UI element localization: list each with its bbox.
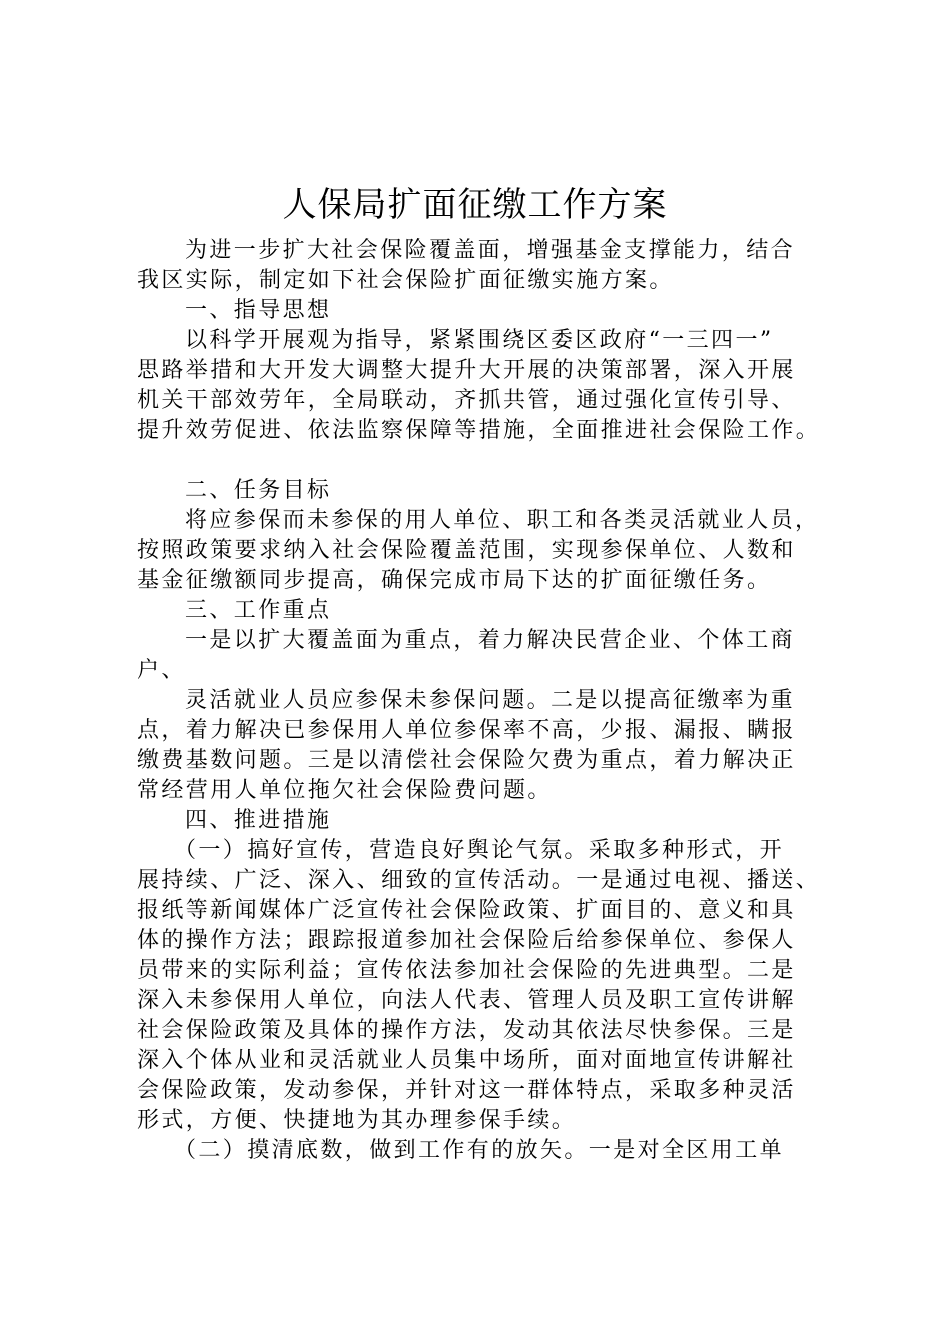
paragraph-line: 深入个体从业和灵活就业人员集中场所，面对面地宣传讲解社 (137, 1048, 796, 1073)
paragraph-line: 我区实际，制定如下社会保险扩面征缴实施方案。 (137, 268, 674, 293)
paragraph-line: 深入未参保用人单位，向法人代表、管理人员及职工宣传讲解 (137, 988, 796, 1013)
paragraph-line: 体的操作方法；跟踪报道参加社会保险后给参保单位、参保人 (137, 928, 796, 953)
paragraph-line: 点，着力解决已参保用人单位参保率不高，少报、漏报、瞒报 (137, 718, 796, 743)
document-body (137, 236, 827, 1166)
blank-line (137, 446, 827, 476)
document-title: 人保局扩面征缴工作方案 (282, 185, 668, 225)
paragraph-line: 基金征缴额同步提高，确保完成市局下达的扩面征缴任务。 (137, 568, 772, 593)
paragraph-line: 常经营用人单位拖欠社会保险费问题。 (137, 778, 552, 803)
section-heading: 四、推进措施 (185, 808, 332, 833)
paragraph-line: 以科学开展观为指导，紧紧围绕区委区政府“一三四一” (185, 328, 774, 353)
paragraph-line: 报纸等新闻媒体广泛宣传社会保险政策、扩面目的、意义和具 (137, 898, 796, 923)
paragraph-line: 展持续、广泛、深入、细致的宣传活动。一是通过电视、播送、 (137, 868, 821, 893)
section-heading: 二、任务目标 (185, 478, 332, 503)
paragraph-line: 灵活就业人员应参保未参保问题。二是以提高征缴率为重 (185, 688, 796, 713)
paragraph-line: 社会保险政策及具体的操作方法，发动其依法尽快参保。三是 (137, 1018, 796, 1043)
paragraph-line: 按照政策要求纳入社会保险覆盖范围，实现参保单位、人数和 (137, 538, 796, 563)
paragraph-line: 思路举措和大开发大调整大提升大开展的决策部署，深入开展 (137, 358, 796, 383)
paragraph-line: 会保险政策，发动参保，并针对这一群体特点，采取多种灵活 (137, 1078, 796, 1103)
paragraph-line: 一是以扩大覆盖面为重点，着力解决民营企业、个体工商 (185, 628, 796, 653)
paragraph-line: 将应参保而未参保的用人单位、职工和各类灵活就业人员， (185, 508, 820, 533)
paragraph-line: 员带来的实际利益；宣传依法参加社会保险的先进典型。二是 (137, 958, 796, 983)
section-heading: 三、工作重点 (185, 598, 332, 623)
paragraph-line: （一）搞好宣传，营造良好舆论气氛。采取多种形式，开 (174, 838, 785, 863)
paragraph-line: 户、 (137, 658, 186, 683)
section-heading: 一、指导思想 (185, 298, 332, 323)
paragraph-line: 为进一步扩大社会保险覆盖面，增强基金支撑能力，结合 (185, 238, 796, 263)
paragraph-line: 缴费基数问题。三是以清偿社会保险欠费为重点，着力解决正 (137, 748, 796, 773)
paragraph-line: 形式，方便、快捷地为其办理参保手续。 (137, 1108, 577, 1133)
paragraph-line: 机关干部效劳年，全局联动，齐抓共管，通过强化宣传引导、 (137, 388, 796, 413)
paragraph-line: （二）摸清底数，做到工作有的放矢。一是对全区用工单 (174, 1138, 785, 1163)
paragraph-line: 提升效劳促进、依法监察保障等措施，全面推进社会保险工作。 (137, 418, 821, 443)
